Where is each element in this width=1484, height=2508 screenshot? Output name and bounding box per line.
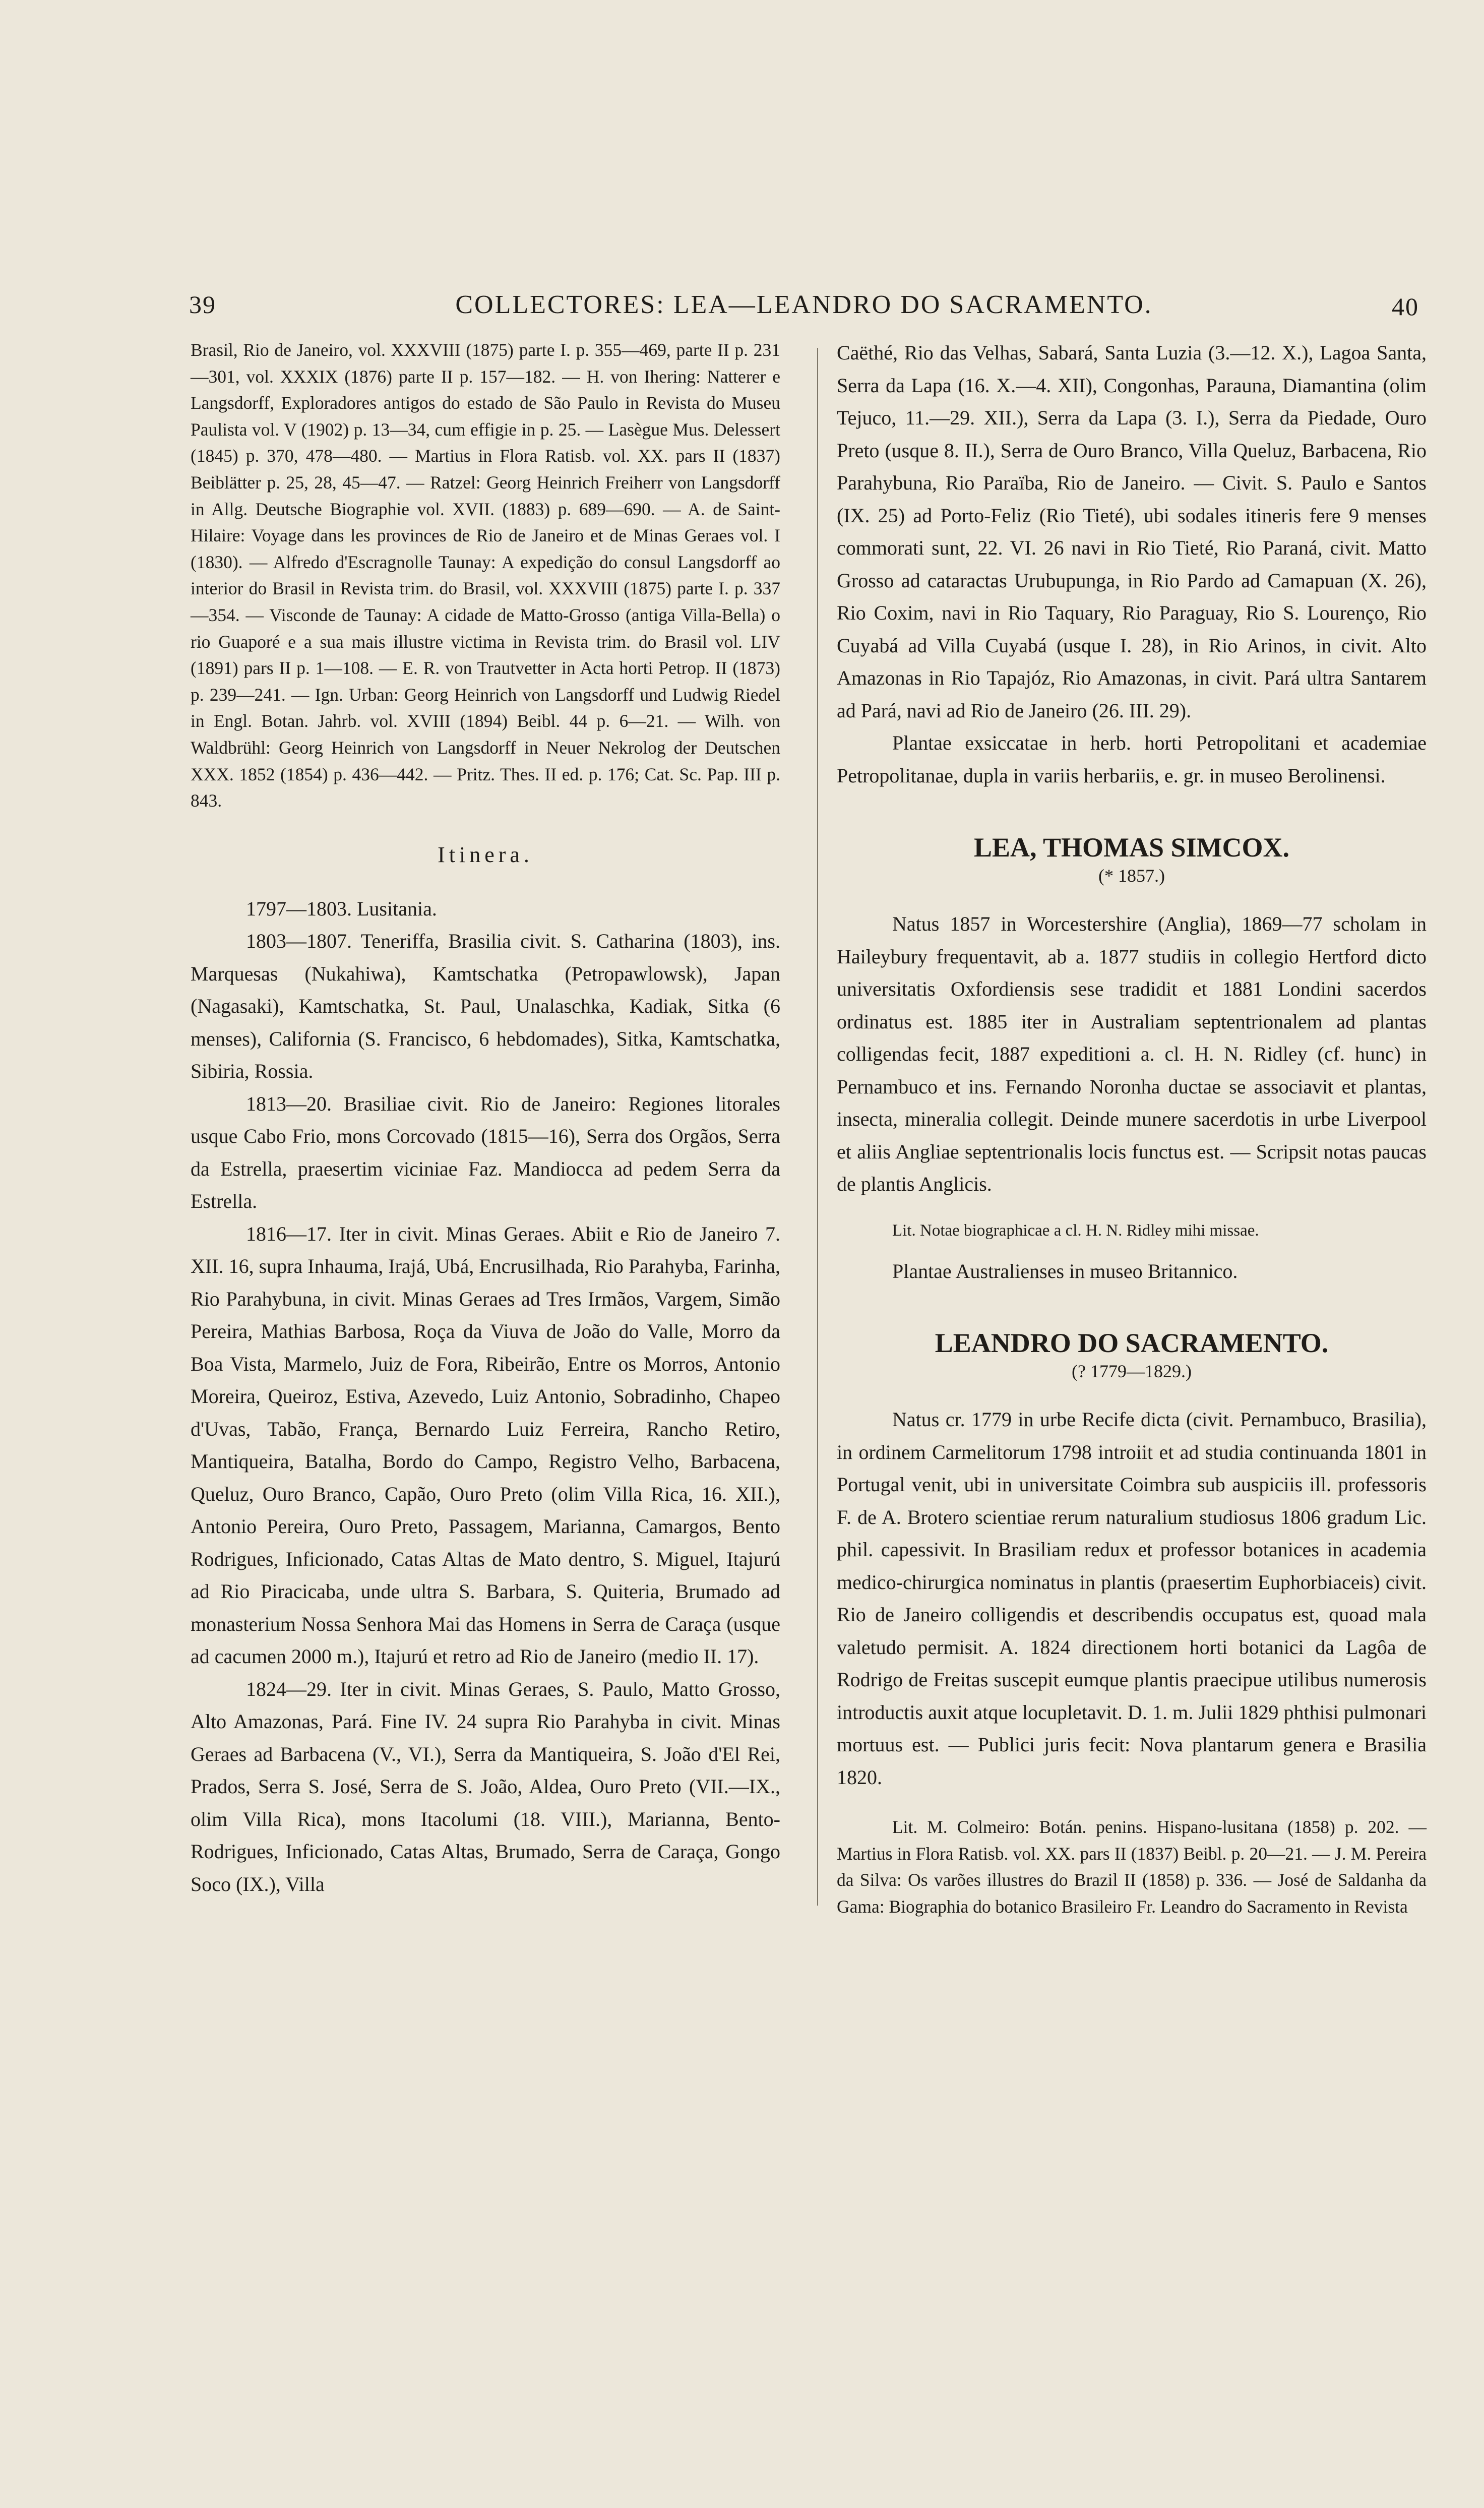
entry-title-lea: LEA, THOMAS SIMCOX. [973, 832, 1290, 863]
references-continued: Brasil, Rio de Janeiro, vol. XXXVIII (1875) parte I. p. 355—469, parte II p. 231—301, vol. XXXIX (1876) parte II p. 157—182. — H. von Ihering: Natterer e Langsdorff, Exploradores antigos do estado de São Paulo in Revista do Museu Paulista vol. V (1902) p. 13—34, cum effigie in p. 25. — Lasègue Mus. Delessert (1845) p. 370, 478—480. — Martius in Flora Ratisb. vol. XX. pars II (1837) Beiblätter p. 25, 28, 45—47. — Ratzel: Georg Heinrich Freiherr von Langsdorff in Allg. Deutsche Biographie vol. XVII. (1883) p. 689—690. — A. de Saint-Hilaire: Voyage dans les provinces de Rio de Janeiro et de Minas Geraes vol. I (1830). — Alfredo d'Escragnolle Taunay: A expedição do consul Langsdorff ao interior do Brasil in Revista trim. do Brasil, vol. XXXVIII (1875) parte I. p. 337—354. — Visconde de Taunay: A cidade de Matto-Grosso (antiga Villa-Bella) o rio Guaporé e a sua mais illustre victima in Revista trim. do Brasil vol. LIV (1891) pars II p. 1—108. — E. R. von Trautvetter in Acta horti Petrop. II (1873) p. 239—241. — Ign. Urban: Georg Heinrich von Langsdorff und Ludwig Riedel in Engl. Botan. Jahrb. vol. XVIII (1894) Beibl. 44 p. 6—21. — Wilh. von Waldbrühl: Georg Heinrich von Langsdorff in Neuer Nekrolog der Deutschen XXX. 1852 (1854) p. 436—442. — Pritz. Thes. II ed. p. 176; Cat. Sc. Pap. III p. 843. [191, 340, 780, 811]
page-number-right: 40 [1392, 292, 1419, 321]
entry-dates-lea: (* 1857.) [1098, 866, 1165, 886]
entry-text-leandro: Natus cr. 1779 in urbe Recife dicta (civit. Pernambuco, Brasilia), in ordinem Carmelitorum 1798 introiit et ad studia continuanda 1801 in Portugal venit, ubi in universitate Coimbra sub auspiciis ill. professoris F. de A. Brotero scientiae rerum naturalium studiosus 1806 gradum Lic. phil. capessivit. In Brasiliam redux et professor botanices in academia medico-chirurgica nominatus in plantis (praesertim Euphorbiaceis) civit. Rio de Janeiro colligendis et describendis occupatus est, quoad mala valetudo permisit. A. 1824 directionem horti botanici da Lagôa de Rodrigo de Freitas suscepit eumque plantis praecipue utilibus numerosis introductis auxit atque locupletavit. D. 1. m. Julii 1829 phthisi pulmonari mortuus est. — Publici juris fecit: Nova plantarum genera e Brasilia 1820. [837, 1408, 1427, 1789]
plantae-note: Plantae exsiccatae in herb. horti Petropolitani et academiae Petropolitanae, dupla in variis herbariis, e. gr. in museo Berolinensi. [837, 731, 1427, 787]
itinerary-entry: 1813—20. Brasiliae civit. Rio de Janeiro: Regiones litorales usque Cabo Frio, mons Corcovado (1815—16), Serra dos Orgãos, Serra da Estrella, praesertim viciniae Faz. Mandiocca ad pedem Serra da Estrella. [191, 1092, 780, 1213]
itinerary-entry: 1824—29. Iter in civit. Minas Geraes, S. Paulo, Matto Grosso, Alto Amazonas, Pará. Fine IV. 24 supra Rio Parahyba in civit. Minas Geraes ad Barbacena (V., VI.), Serra da Mantiqueira, S. João d'El Rei, Prados, Serra S. José, Serra de S. João, Aldea, Ouro Preto (VII.—IX., olim Villa Rica), mons Itacolumi (18. VIII.), Marianna, Bento-Rodrigues, Inficionado, Catas Altas, Brumado, Serra de Caraça, Gongo Soco (IX.), Villa [191, 1677, 780, 1895]
entry-literature-leandro: Lit. M. Colmeiro: Botán. penins. Hispano-lusitana (1858) p. 202. — Martius in Flora Ratisb. vol. XX. pars II (1837) Beibl. p. 20—21. — J. M. Pereira da Silva: Os varões illustres do Brazil II (1858) p. 336. — José de Saldanha da Gama: Biographia do botanico Brasileiro Fr. Leandro do Sacramento in Revista [837, 1817, 1427, 1917]
entry-plantae-lea: Plantae Australienses in museo Britannico. [892, 1259, 1238, 1282]
itinerary-entry: 1797—1803. Lusitania. [246, 897, 437, 920]
column-divider [817, 348, 818, 1906]
itinerary-entry: 1803—1807. Teneriffa, Brasilia civit. S. Catharina (1803), ins. Marquesas (Nukahiwa), Kamtschatka (Petropawlowsk), Japan (Nagasaki), Kamtschatka, St. Paul, Unalaschka, Kadiak, Sitka (6 menses), California (S. Francisco, 6 hebdomades), Sitka, Kamtschatka, Sibiria, Rossia. [191, 930, 780, 1083]
itinera-heading: Itinera. [438, 842, 533, 867]
entry-title-leandro: LEANDRO DO SACRAMENTO. [935, 1328, 1329, 1358]
entry-literature-lea: Lit. Notae biographicae a cl. H. N. Ridley mihi missae. [892, 1221, 1259, 1240]
right-column [837, 337, 1427, 1920]
itinerary-entry: 1816—17. Iter in civit. Minas Geraes. Abiit e Rio de Janeiro 7. XII. 16, supra Inhauma, Irajá, Ubá, Encrusilhada, Rio Parahyba, Farinha, Rio Parahybuna, in civit. Minas Geraes ad Tres Irmãos, Vargem, Simão Pereira, Mathias Barbosa, Roça da Viuva de João do Valle, Morro da Boa Vista, Marmelo, Juiz de Fora, Ribeirão, Entre os Morros, Antonio Moreira, Queiroz, Estiva, Azevedo, Luiz Antonio, Sobradinho, Chapeo d'Uvas, Tabão, França, Bernardo Luiz Ferreira, Rancho Retiro, Mantiqueira, Batalha, Bordo do Campo, Registro Velho, Barbacena, Queluz, Ouro Branco, Capão, Ouro Preto (olim Villa Rica, 16. XII.), Antonio Pereira, Ouro Preto, Passagem, Marianna, Camargos, Bento Rodrigues, Inficionado, Catas Altas de Mato dentro, S. Miguel, Itajurú ad Rio Piracicaba, unde ultra S. Barbara, S. Quiteria, Brumado ad monasterium Nossa Senhora Mai das Homens in Serra de Caraça (usque ad cacumen 2000 m.), Itajurú et retro ad Rio de Janeiro (medio II. 17). [191, 1222, 780, 1668]
itinerary-continued: Caëthé, Rio das Velhas, Sabará, Santa Luzia (3.—12. X.), Lagoa Santa, Serra da Lapa (16. X.—4. XII), Congonhas, Parauna, Diamantina (olim Tejuco, 11.—29. XII.), Serra da Lapa (3. I.), Serra da Piedade, Ouro Preto (usque 8. II.), Serra de Ouro Branco, Villa Queluz, Barbacena, Rio Parahybuna, Rio Paraïba, Rio de Janeiro. — Civit. S. Paulo e Santos (IX. 25) ad Porto-Feliz (Rio Tieté), ubi sodales itineris fere 9 menses commorati sunt, 22. VI. 26 navi in Rio Tieté, Rio Paraná, civit. Matto Grosso ad cataractas Urubupunga, in Rio Pardo ad Camapuan (X. 26), Rio Coxim, navi in Rio Taquary, Rio Paraguay, Rio S. Lourenço, Rio Cuyabá ad Villa Cuyabá (usque I. 28), in Rio Arinos, in civit. Alto Amazonas in Rio Tapajóz, Rio Amazonas, in civit. Pará ultra Santarem ad Pará, navi ad Rio de Janeiro (26. III. 29). [837, 341, 1427, 722]
page-header [189, 290, 1419, 330]
entry-text-lea: Natus 1857 in Worcestershire (Anglia), 1869—77 scholam in Haileybury frequentavit, ab a. 1877 studiis in collegio Hertford dicto universitatis Oxfordiensis sese tradidit et 1881 Londini sacerdos ordinatus est. 1885 iter in Australiam septentrionalem ad plantas colligendas fecit, 1887 expeditioni a. cl. H. N. Ridley (cf. hunc) in Pernambuco et ins. Fernando Noronha ductae se associavit et plantas, insecta, mineralia collegit. Deinde munere sacerdotis in urbe Liverpool et aliis Angliae septentrionalis locis functus est. — Scripsit notas paucas de plantis Anglicis. [837, 912, 1427, 1195]
left-column [191, 337, 780, 1901]
running-title: COLLECTORES: LEA—LEANDRO DO SACRAMENTO. [455, 290, 1153, 319]
page-number-left: 39 [189, 290, 216, 319]
entry-dates-leandro: (? 1779—1829.) [1072, 1361, 1192, 1381]
